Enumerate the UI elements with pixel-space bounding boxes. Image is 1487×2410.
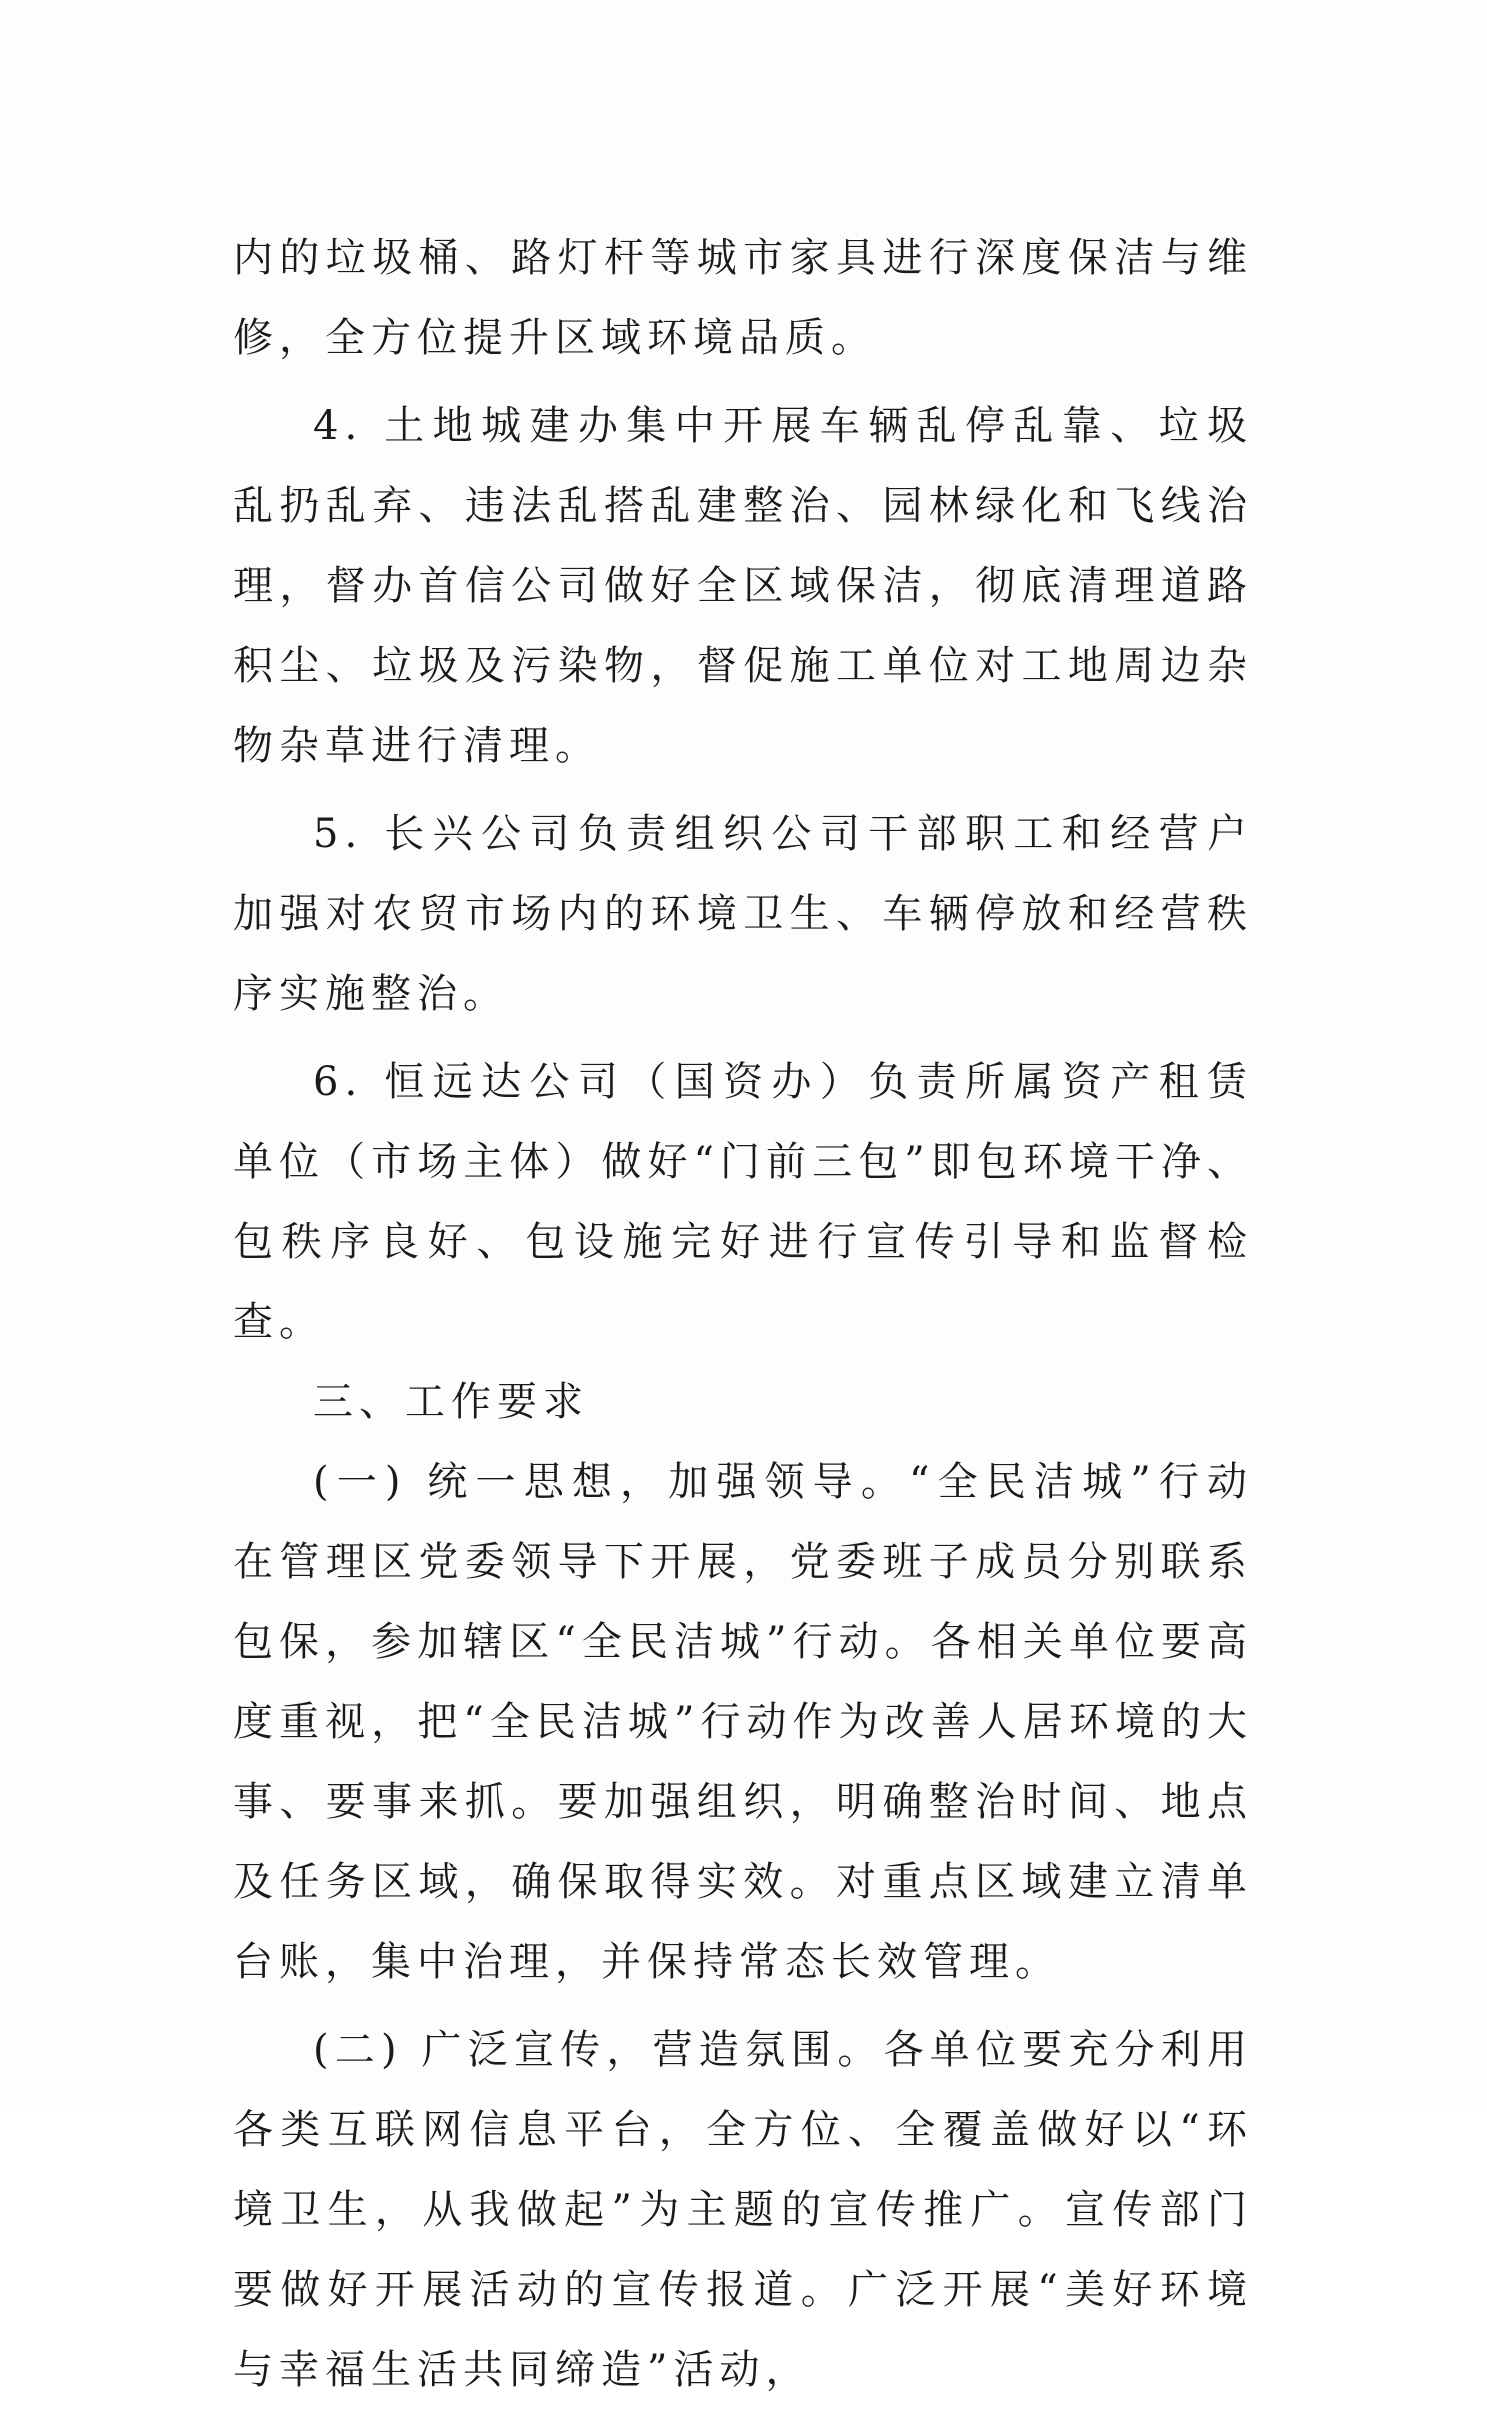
paragraph-gap	[233, 378, 1253, 386]
document-body	[233, 218, 1253, 2410]
paragraph-gap	[233, 786, 1253, 794]
paragraph-item-5: 5. 长兴公司负责组织公司干部职工和经营户加强对农贸市场内的环境卫生、车辆停放和经营秩序实施整治。	[233, 811, 1253, 1017]
paragraph-requirement-1: (一) 统一思想，加强领导。“全民洁城”行动在管理区党委领导下开展，党委班子成员分别联系包保，参加辖区“全民洁城”行动。各相关单位要高度重视，把“全民洁城”行动作为改善人居环境的大事、要事来抓。要加强组织，明确整治时间、地点及任务区域，确保取得实效。对重点区域建立清单台账，集中治理，并保持常态长效管理。	[233, 1459, 1253, 1985]
paragraph-continuation: 内的垃圾桶、路灯杆等城市家具进行深度保洁与维修，全方位提升区域环境品质。	[233, 235, 1253, 361]
section-heading: 三、工作要求	[313, 1379, 589, 1425]
paragraph-gap	[233, 2002, 1253, 2010]
paragraph-gap	[233, 1034, 1253, 1042]
paragraph-item-6: 6. 恒远达公司（国资办）负责所属资产租赁单位（市场主体）做好“门前三包”即包环境干净、包秩序良好、包设施完好进行宣传引导和监督检查。	[233, 1059, 1253, 1345]
paragraph-item-4: 4. 土地城建办集中开展车辆乱停乱靠、垃圾乱扔乱弃、违法乱搭乱建整治、园林绿化和飞线治理，督办首信公司做好全区域保洁，彻底清理道路积尘、垃圾及污染物，督促施工单位对工地周边杂物杂草进行清理。	[233, 403, 1253, 769]
paragraph-requirement-2: (二) 广泛宣传，营造氛围。各单位要充分利用各类互联网信息平台，全方位、全覆盖做好以“环境卫生，从我做起”为主题的宣传推广。宣传部门要做好开展活动的宣传报道。广泛开展“美好环境与幸福生活共同缔造”活动，	[233, 2027, 1253, 2393]
